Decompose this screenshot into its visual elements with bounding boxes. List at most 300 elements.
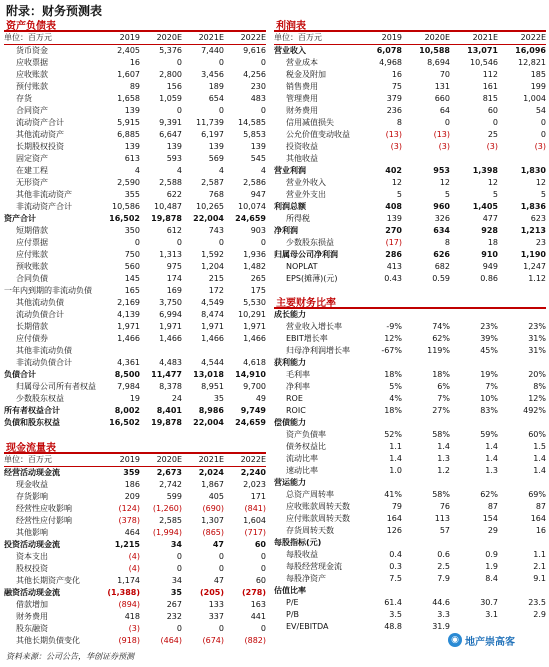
table-row	[4, 297, 266, 309]
value-cell: (674)	[202, 636, 224, 645]
value-cell: 12,821	[518, 58, 546, 67]
value-cell: 16,502	[109, 418, 140, 427]
value-cell	[450, 357, 498, 369]
value-cell: 0.9	[485, 550, 498, 559]
value-cell: 441	[250, 612, 266, 621]
table-row	[274, 405, 546, 417]
table-row	[4, 417, 266, 429]
value-cell: 18%	[384, 406, 402, 415]
row-label: 其他长期负债变化	[16, 636, 80, 645]
table-row	[4, 515, 266, 527]
row-label: 应收账款	[16, 70, 48, 79]
value-cell: 199	[530, 82, 546, 91]
value-cell: 622	[166, 190, 182, 199]
value-cell: 1.4	[533, 466, 546, 475]
row-label: 固定资产	[16, 154, 48, 163]
value-cell: 750	[124, 250, 140, 259]
value-cell	[498, 417, 546, 429]
value-cell: 10,487	[154, 202, 182, 211]
value-cell	[354, 477, 402, 489]
value-cell	[140, 345, 182, 357]
value-cell: 41%	[384, 490, 402, 499]
value-cell: 139	[208, 142, 224, 151]
value-cell: 31%	[528, 346, 546, 355]
value-cell: (464)	[160, 636, 182, 645]
value-cell: 47	[212, 540, 224, 549]
row-label: 其他流动负债	[16, 298, 64, 307]
table-row	[4, 623, 266, 635]
value-cell: 1,215	[114, 540, 140, 549]
row-label: 税金及附加	[286, 70, 326, 79]
value-cell: 326	[434, 214, 450, 223]
value-cell: 4,256	[243, 70, 266, 79]
value-cell: 402	[385, 166, 402, 175]
value-cell: 54	[535, 106, 546, 115]
value-cell: 34	[170, 540, 182, 549]
value-cell: 0.59	[432, 274, 450, 283]
value-cell: (124)	[118, 504, 140, 513]
table-row	[4, 527, 266, 539]
value-cell	[450, 153, 498, 165]
value-cell: 5,853	[243, 130, 266, 139]
table-row	[274, 441, 546, 453]
value-cell: 623	[530, 214, 546, 223]
value-cell: 9,391	[159, 118, 182, 127]
table-header	[4, 32, 266, 45]
row-label: 成长能力	[274, 310, 306, 319]
value-cell: (717)	[244, 528, 266, 537]
value-cell: 1,607	[117, 70, 140, 79]
value-cell	[182, 345, 224, 357]
value-cell: 145	[124, 274, 140, 283]
value-cell: 7.9	[437, 574, 450, 583]
value-cell: 62%	[432, 334, 450, 343]
value-cell: 0	[218, 564, 224, 573]
value-cell: 1,190	[520, 250, 546, 259]
row-label: 债务权益比	[286, 442, 326, 451]
value-cell: 599	[166, 492, 182, 501]
value-cell: 6,078	[376, 46, 402, 55]
value-cell: 9.1	[533, 574, 546, 583]
table-row	[4, 575, 266, 587]
table-row	[274, 225, 546, 237]
table-row	[4, 393, 266, 405]
table-row	[274, 381, 546, 393]
row-label: 货币资金	[16, 46, 48, 55]
value-cell: 48.8	[384, 622, 402, 631]
value-cell: 1,174	[117, 576, 140, 585]
value-cell: (690)	[202, 504, 224, 513]
value-cell: 18%	[432, 370, 450, 379]
value-cell: 1,971	[243, 322, 266, 331]
table-row	[4, 129, 266, 141]
value-cell: 7,440	[201, 46, 224, 55]
value-cell: 31.9	[432, 622, 450, 631]
row-label: 营业收入增长率	[286, 322, 342, 331]
value-cell: 270	[385, 226, 402, 235]
row-label: ROE	[286, 394, 303, 403]
table-row	[274, 141, 546, 153]
value-cell: 1,204	[201, 262, 224, 271]
value-cell: 8,694	[427, 58, 450, 67]
watermark	[448, 631, 546, 649]
value-cell: 910	[481, 250, 498, 259]
value-cell: 2,586	[243, 178, 266, 187]
value-cell: 8	[444, 238, 450, 247]
table-row	[274, 345, 546, 357]
table-row	[274, 249, 546, 261]
value-cell: 139	[166, 142, 182, 151]
value-cell: 405	[208, 492, 224, 501]
value-cell: 16	[535, 526, 546, 535]
table-row	[274, 513, 546, 525]
value-cell: 4,544	[201, 358, 224, 367]
value-cell: 6,885	[117, 130, 140, 139]
value-cell: 0	[176, 58, 182, 67]
value-cell: 161	[482, 82, 498, 91]
row-label: 资产合计	[4, 214, 36, 223]
value-cell: 8,002	[114, 406, 140, 415]
table-row	[4, 539, 266, 551]
value-cell: 0	[176, 238, 182, 247]
value-cell: 133	[208, 600, 224, 609]
row-label: 存货周转天数	[286, 526, 334, 535]
value-cell: 10%	[480, 394, 498, 403]
value-cell: 2.5	[437, 562, 450, 571]
value-cell: 0	[218, 238, 224, 247]
value-cell	[450, 417, 498, 429]
value-cell: 0	[260, 564, 266, 573]
value-cell: 169	[166, 286, 182, 295]
value-cell: 172	[208, 286, 224, 295]
row-label: 投资活动现金流	[4, 540, 60, 549]
year-header: 2022E	[240, 455, 266, 464]
row-label: 应付债券	[16, 334, 48, 343]
value-cell: 1.2	[437, 466, 450, 475]
table-row	[274, 477, 546, 489]
value-cell: (1,994)	[152, 528, 182, 537]
value-cell: 1,398	[472, 166, 498, 175]
table-row	[4, 45, 266, 57]
value-cell: 1,405	[472, 202, 498, 211]
value-cell: 654	[208, 94, 224, 103]
value-cell: (1,388)	[107, 588, 140, 597]
row-label: 毛利率	[286, 370, 310, 379]
value-cell: 44.6	[432, 598, 450, 607]
table-row	[274, 261, 546, 273]
value-cell: 8%	[533, 382, 546, 391]
row-label: 流动资产合计	[16, 118, 64, 127]
value-cell: 634	[433, 226, 450, 235]
value-cell: 5%	[389, 382, 402, 391]
value-cell: 1,604	[243, 516, 266, 525]
value-cell: 560	[124, 262, 140, 271]
row-label: 每股净资产	[286, 574, 326, 583]
row-label: 利润总额	[274, 202, 306, 211]
value-cell: 58%	[432, 490, 450, 499]
table-row	[4, 201, 266, 213]
row-label: NOPLAT	[286, 262, 318, 271]
value-cell: 8,500	[114, 370, 140, 379]
value-cell: 1,830	[520, 166, 546, 175]
ratios-title: 主要财务比率	[276, 298, 336, 309]
table-row	[274, 549, 546, 561]
ratios-table	[274, 307, 546, 633]
value-cell: (918)	[118, 636, 140, 645]
year-header: 2019	[119, 455, 140, 464]
row-label: 资本支出	[16, 552, 48, 561]
watermark-text: 地产崇高客	[465, 636, 515, 648]
value-cell: 27%	[432, 406, 450, 415]
value-cell: 230	[250, 82, 266, 91]
value-cell: 154	[482, 514, 498, 523]
value-cell: 60%	[528, 430, 546, 439]
value-cell: 165	[124, 286, 140, 295]
value-cell: 0.43	[384, 274, 402, 283]
row-label: 无形资产	[16, 178, 48, 187]
value-cell: 1,466	[201, 334, 224, 343]
table-row	[4, 635, 266, 647]
value-cell: 1,247	[523, 262, 546, 271]
row-label: 融资活动现金流	[4, 588, 60, 597]
value-cell	[354, 309, 402, 321]
value-cell: 5,376	[159, 46, 182, 55]
value-cell: 8,378	[159, 382, 182, 391]
value-cell: (278)	[241, 588, 266, 597]
value-cell: 1.0	[389, 466, 402, 475]
row-label: 每股收益	[286, 550, 318, 559]
year-header: 2020E	[424, 33, 450, 42]
row-label: 存货影响	[16, 492, 48, 501]
value-cell: (13)	[433, 130, 450, 139]
table-row	[4, 309, 266, 321]
value-cell: 4	[176, 166, 182, 175]
row-label: 预收账款	[16, 262, 48, 271]
value-cell: 232	[166, 612, 182, 621]
value-cell: (1,260)	[152, 504, 182, 513]
value-cell: 215	[208, 274, 224, 283]
row-label: 信用减值损失	[286, 118, 334, 127]
value-cell: 6,197	[201, 130, 224, 139]
row-label: 其他非流动负债	[16, 346, 72, 355]
row-label: 应付账款周转天数	[286, 514, 350, 523]
value-cell: (205)	[199, 588, 224, 597]
value-cell: 59%	[480, 430, 498, 439]
value-cell: 483	[250, 94, 266, 103]
value-cell: 163	[250, 600, 266, 609]
table-header	[4, 454, 266, 467]
table-row	[274, 525, 546, 537]
year-header: 2021E	[198, 33, 224, 42]
value-cell	[402, 537, 450, 549]
value-cell: 1,971	[117, 322, 140, 331]
value-cell: 492%	[523, 406, 546, 415]
table-row	[4, 177, 266, 189]
table-row	[274, 333, 546, 345]
value-cell	[498, 585, 546, 597]
value-cell: 58%	[432, 430, 450, 439]
value-cell	[402, 477, 450, 489]
row-label: 营业利润	[274, 166, 306, 175]
value-cell: 16,096	[515, 46, 546, 55]
value-cell: 60	[255, 576, 266, 585]
value-cell: 76	[439, 502, 450, 511]
value-cell: 4,549	[201, 298, 224, 307]
row-label: 短期借款	[16, 226, 48, 235]
value-cell: 87	[487, 502, 498, 511]
value-cell: 2,405	[117, 46, 140, 55]
value-cell: 569	[208, 154, 224, 163]
row-label: 估值比率	[274, 586, 306, 595]
value-cell: 6,994	[159, 310, 182, 319]
row-label: 存货	[16, 94, 32, 103]
value-cell: 0	[176, 564, 182, 573]
cashflow-table	[4, 452, 266, 647]
row-label: 长期股权投资	[16, 142, 64, 151]
value-cell: 83%	[480, 406, 498, 415]
value-cell: 3,750	[159, 298, 182, 307]
value-cell: 5	[492, 190, 498, 199]
table-row	[4, 551, 266, 563]
row-label: P/B	[286, 610, 300, 619]
row-label: 应付票据	[16, 238, 48, 247]
value-cell: 23%	[528, 322, 546, 331]
value-cell: 8,474	[201, 310, 224, 319]
table-row	[274, 501, 546, 513]
row-label: 经营性应收影响	[16, 504, 72, 513]
value-cell	[498, 309, 546, 321]
value-cell: 4,483	[159, 358, 182, 367]
value-cell: -9%	[386, 322, 402, 331]
value-cell: 3.3	[437, 610, 450, 619]
value-cell: 60	[487, 106, 498, 115]
value-cell: 5	[396, 190, 402, 199]
value-cell: 2,023	[243, 480, 266, 489]
row-label: 负债合计	[4, 370, 36, 379]
value-cell: 89	[129, 82, 140, 91]
value-cell: 545	[250, 154, 266, 163]
value-cell: 2,240	[240, 468, 266, 477]
row-label: 经营活动现金流	[4, 468, 60, 477]
value-cell: 1.4	[389, 454, 402, 463]
value-cell: 60	[254, 540, 266, 549]
value-cell: 960	[433, 202, 450, 211]
table-row	[274, 609, 546, 621]
value-cell: 8,401	[156, 406, 182, 415]
value-cell: (4)	[128, 564, 140, 573]
row-label: 流动比率	[286, 454, 318, 463]
value-cell: 39%	[480, 334, 498, 343]
value-cell: 11,739	[196, 118, 224, 127]
value-cell: 23%	[480, 322, 498, 331]
value-cell	[450, 309, 498, 321]
value-cell: 2,024	[198, 468, 224, 477]
year-header: 2019	[119, 33, 140, 42]
value-cell: 0	[260, 106, 266, 115]
value-cell: 16	[391, 70, 402, 79]
row-label: 营业成本	[286, 58, 318, 67]
value-cell: (3)	[390, 142, 402, 151]
row-label: 营运能力	[274, 478, 306, 487]
value-cell: (3)	[534, 142, 546, 151]
value-cell: 1.1	[533, 550, 546, 559]
table-row	[274, 393, 546, 405]
value-cell: 953	[433, 166, 450, 175]
value-cell: 24	[171, 394, 182, 403]
row-label: 财务费用	[286, 106, 318, 115]
wechat-icon: ◉	[448, 633, 462, 647]
table-row	[4, 261, 266, 273]
value-cell	[402, 153, 450, 165]
row-label: 合同负债	[16, 274, 48, 283]
value-cell: 928	[481, 226, 498, 235]
row-label: 速动比率	[286, 466, 318, 475]
value-cell: 3.5	[389, 610, 402, 619]
value-cell: 12	[439, 178, 450, 187]
value-cell: 1.5	[533, 442, 546, 451]
value-cell: 2,742	[159, 480, 182, 489]
row-label: 归属母公司所有者权益	[16, 382, 96, 391]
source-footnote: 资料来源：公司公告，华创证券预测	[6, 652, 134, 661]
value-cell: 660	[434, 94, 450, 103]
value-cell: 626	[433, 250, 450, 259]
table-row	[274, 189, 546, 201]
value-cell: 186	[124, 480, 140, 489]
value-cell	[498, 153, 546, 165]
row-label: 公允价值变动收益	[286, 130, 350, 139]
row-label: 偿债能力	[274, 418, 306, 427]
value-cell: -67%	[381, 346, 402, 355]
table-row	[4, 57, 266, 69]
value-cell: 22,004	[193, 214, 224, 223]
value-cell: 139	[386, 214, 402, 223]
value-cell: 815	[482, 94, 498, 103]
value-cell: 0	[134, 238, 140, 247]
row-label: 销售费用	[286, 82, 318, 91]
value-cell: 2,585	[159, 516, 182, 525]
table-row	[274, 429, 546, 441]
value-cell: 265	[250, 274, 266, 283]
value-cell: 1,307	[201, 516, 224, 525]
table-row	[4, 563, 266, 575]
table-row	[274, 357, 546, 369]
table-row	[4, 321, 266, 333]
value-cell: (865)	[202, 528, 224, 537]
value-cell: 0	[260, 238, 266, 247]
value-cell	[224, 345, 266, 357]
value-cell: 5,530	[243, 298, 266, 307]
row-label: 获利能力	[274, 358, 306, 367]
table-row	[274, 585, 546, 597]
value-cell: 1,482	[243, 262, 266, 271]
value-cell: 0.4	[389, 550, 402, 559]
value-cell: 45%	[480, 346, 498, 355]
table-row	[274, 573, 546, 585]
value-cell: 267	[166, 600, 182, 609]
value-cell: 4	[260, 166, 266, 175]
value-cell: 4,361	[117, 358, 140, 367]
value-cell	[402, 417, 450, 429]
value-cell: 1.12	[528, 274, 546, 283]
page-title: 附录：财务预测表	[6, 4, 103, 18]
row-label: 少数股东权益	[16, 394, 64, 403]
value-cell: 74%	[432, 322, 450, 331]
value-cell	[450, 585, 498, 597]
value-cell: 18%	[384, 370, 402, 379]
row-label: 所得税	[286, 214, 310, 223]
value-cell: 64	[439, 106, 450, 115]
value-cell: 9,616	[243, 46, 266, 55]
